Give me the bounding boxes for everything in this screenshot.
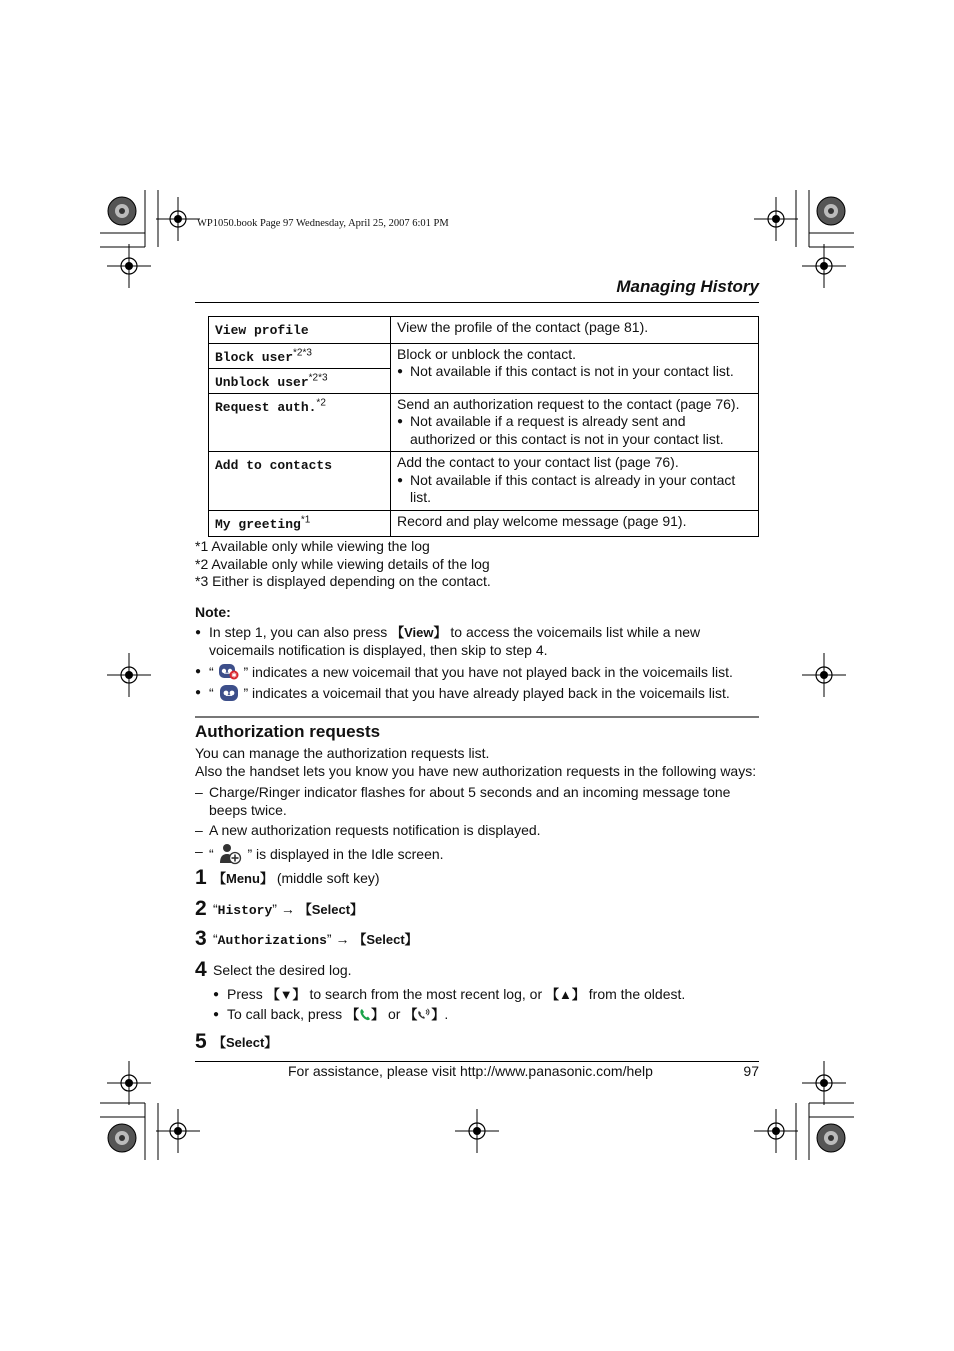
menu-key-request-auth: Request auth. [215, 399, 317, 415]
note-item: ● In step 1, you can also press 【View】 to access the voicemails list while a new voicemails notification is displayed, then skip to step 4. [195, 624, 701, 658]
step-5: 5 【Select】 [195, 1030, 278, 1053]
authorizations-menu-label: Authorizations [217, 933, 327, 948]
select-key: 【Select】 [298, 902, 364, 917]
select-key: 【Select】 [353, 932, 418, 947]
auth-section-title: Authorization requests [195, 722, 381, 741]
header-rule [195, 302, 759, 303]
menu-desc: View the profile of the contact (page 81). [397, 319, 649, 335]
menu-desc: Add the contact to your contact list (page 76). [397, 454, 679, 470]
auth-para-1: You can manage the authorization requests list. [195, 745, 490, 761]
footnote-3: *3 Either is displayed depending on the contact. [195, 573, 491, 589]
down-key: 【▼】 [266, 987, 306, 1002]
table-row [209, 452, 759, 511]
menu-desc: Record and play welcome message (page 91). [397, 512, 687, 529]
up-key: 【▲】 [546, 987, 585, 1002]
page-number: 97 [743, 1063, 759, 1079]
table-row [209, 343, 759, 393]
section-title: Managing History [616, 277, 759, 296]
menu-key-add-to-contacts: Add to contacts [215, 458, 333, 473]
step-4-bullet: ● Press 【▼】 to search from the most recent log, or 【▲】 from the oldest. [213, 986, 686, 1002]
auth-dash-item: – Charge/Ringer indicator flashes for about 5 seconds and an incoming message tone beeps twice. [195, 784, 731, 818]
footnote-ref: *2*3 [308, 371, 328, 383]
footnote-ref: *2 [316, 396, 326, 408]
talk-phone-icon [359, 1008, 371, 1021]
menu-key-my-greeting: My greeting [215, 516, 301, 532]
section-rule [195, 716, 759, 718]
svg-text:✱: ✱ [230, 671, 237, 680]
step-3: 3 “Authorizations” → 【Select】 [195, 927, 418, 950]
new-voicemail-icon [218, 663, 240, 681]
menu-key-unblock-user: Unblock user [215, 374, 309, 390]
menu-options-table [208, 316, 759, 537]
auth-para-2: Also the handset lets you know you have new authorization requests in the following ways: [195, 763, 757, 779]
step-1: 1 【Menu】 (middle soft key) [195, 866, 380, 889]
menu-key: 【Menu】 [213, 871, 273, 886]
menu-desc: Send an authorization request to the contact (page 76). [397, 395, 740, 412]
note-item: ● “ ✱ ” indicates a new voicemail that you have not played back in the voicemails list. [195, 664, 733, 680]
menu-key-view-profile: View profile [215, 323, 309, 338]
menu-desc: Block or unblock the contact. [397, 345, 576, 362]
menu-desc-bullet: ● Not available if this contact is not in your contact list. [397, 363, 752, 381]
table-row [209, 317, 759, 344]
history-menu-label: History [217, 903, 273, 918]
footnote-2: *2 Available only while viewing details of the log [195, 555, 490, 572]
menu-desc-bullet: ● Not available if a request is already sent and authorized or this contact is not in your contact list. [397, 413, 752, 448]
table-row [209, 393, 759, 452]
book-info-line: WP1050.book Page 97 Wednesday, April 25, 2007 6:01 PM [197, 218, 449, 229]
select-key: 【Select】 [213, 1035, 278, 1050]
step-4-bullet: ● To call back, press 【 】 or 【 】. [213, 1006, 449, 1022]
footnote-1: *1 Available only while viewing the log [195, 538, 430, 554]
footer-help-text: For assistance, please visit http://www.panasonic.com/help [288, 1063, 653, 1079]
note-item: ● “ ” indicates a voicemail that you have already played back in the voicemails list. [195, 685, 730, 701]
step-2: 2 “History” → 【Select】 [195, 897, 364, 920]
step-4: 4 Select the desired log. [195, 958, 352, 981]
arrow-icon: → [335, 931, 350, 947]
footnote-ref: *2*3 [293, 346, 312, 358]
played-voicemail-icon [218, 684, 240, 702]
menu-desc-bullet: ● Not available if this contact is already in your contact list. [397, 472, 752, 507]
auth-dash-item: – “ ” is displayed in the Idle screen. [195, 843, 759, 865]
speakerphone-icon [417, 1008, 431, 1021]
table-row [209, 510, 759, 537]
note-title: Note: [195, 604, 231, 620]
footnote-ref: *1 [300, 513, 311, 525]
footer-rule [195, 1061, 759, 1062]
auth-request-icon [218, 843, 244, 865]
view-key: 【View】 [391, 625, 447, 640]
auth-dash-item: – A new authorization requests notification is displayed. [195, 822, 541, 838]
menu-key-block-user: Block user [215, 349, 294, 365]
arrow-icon: → [280, 901, 295, 917]
